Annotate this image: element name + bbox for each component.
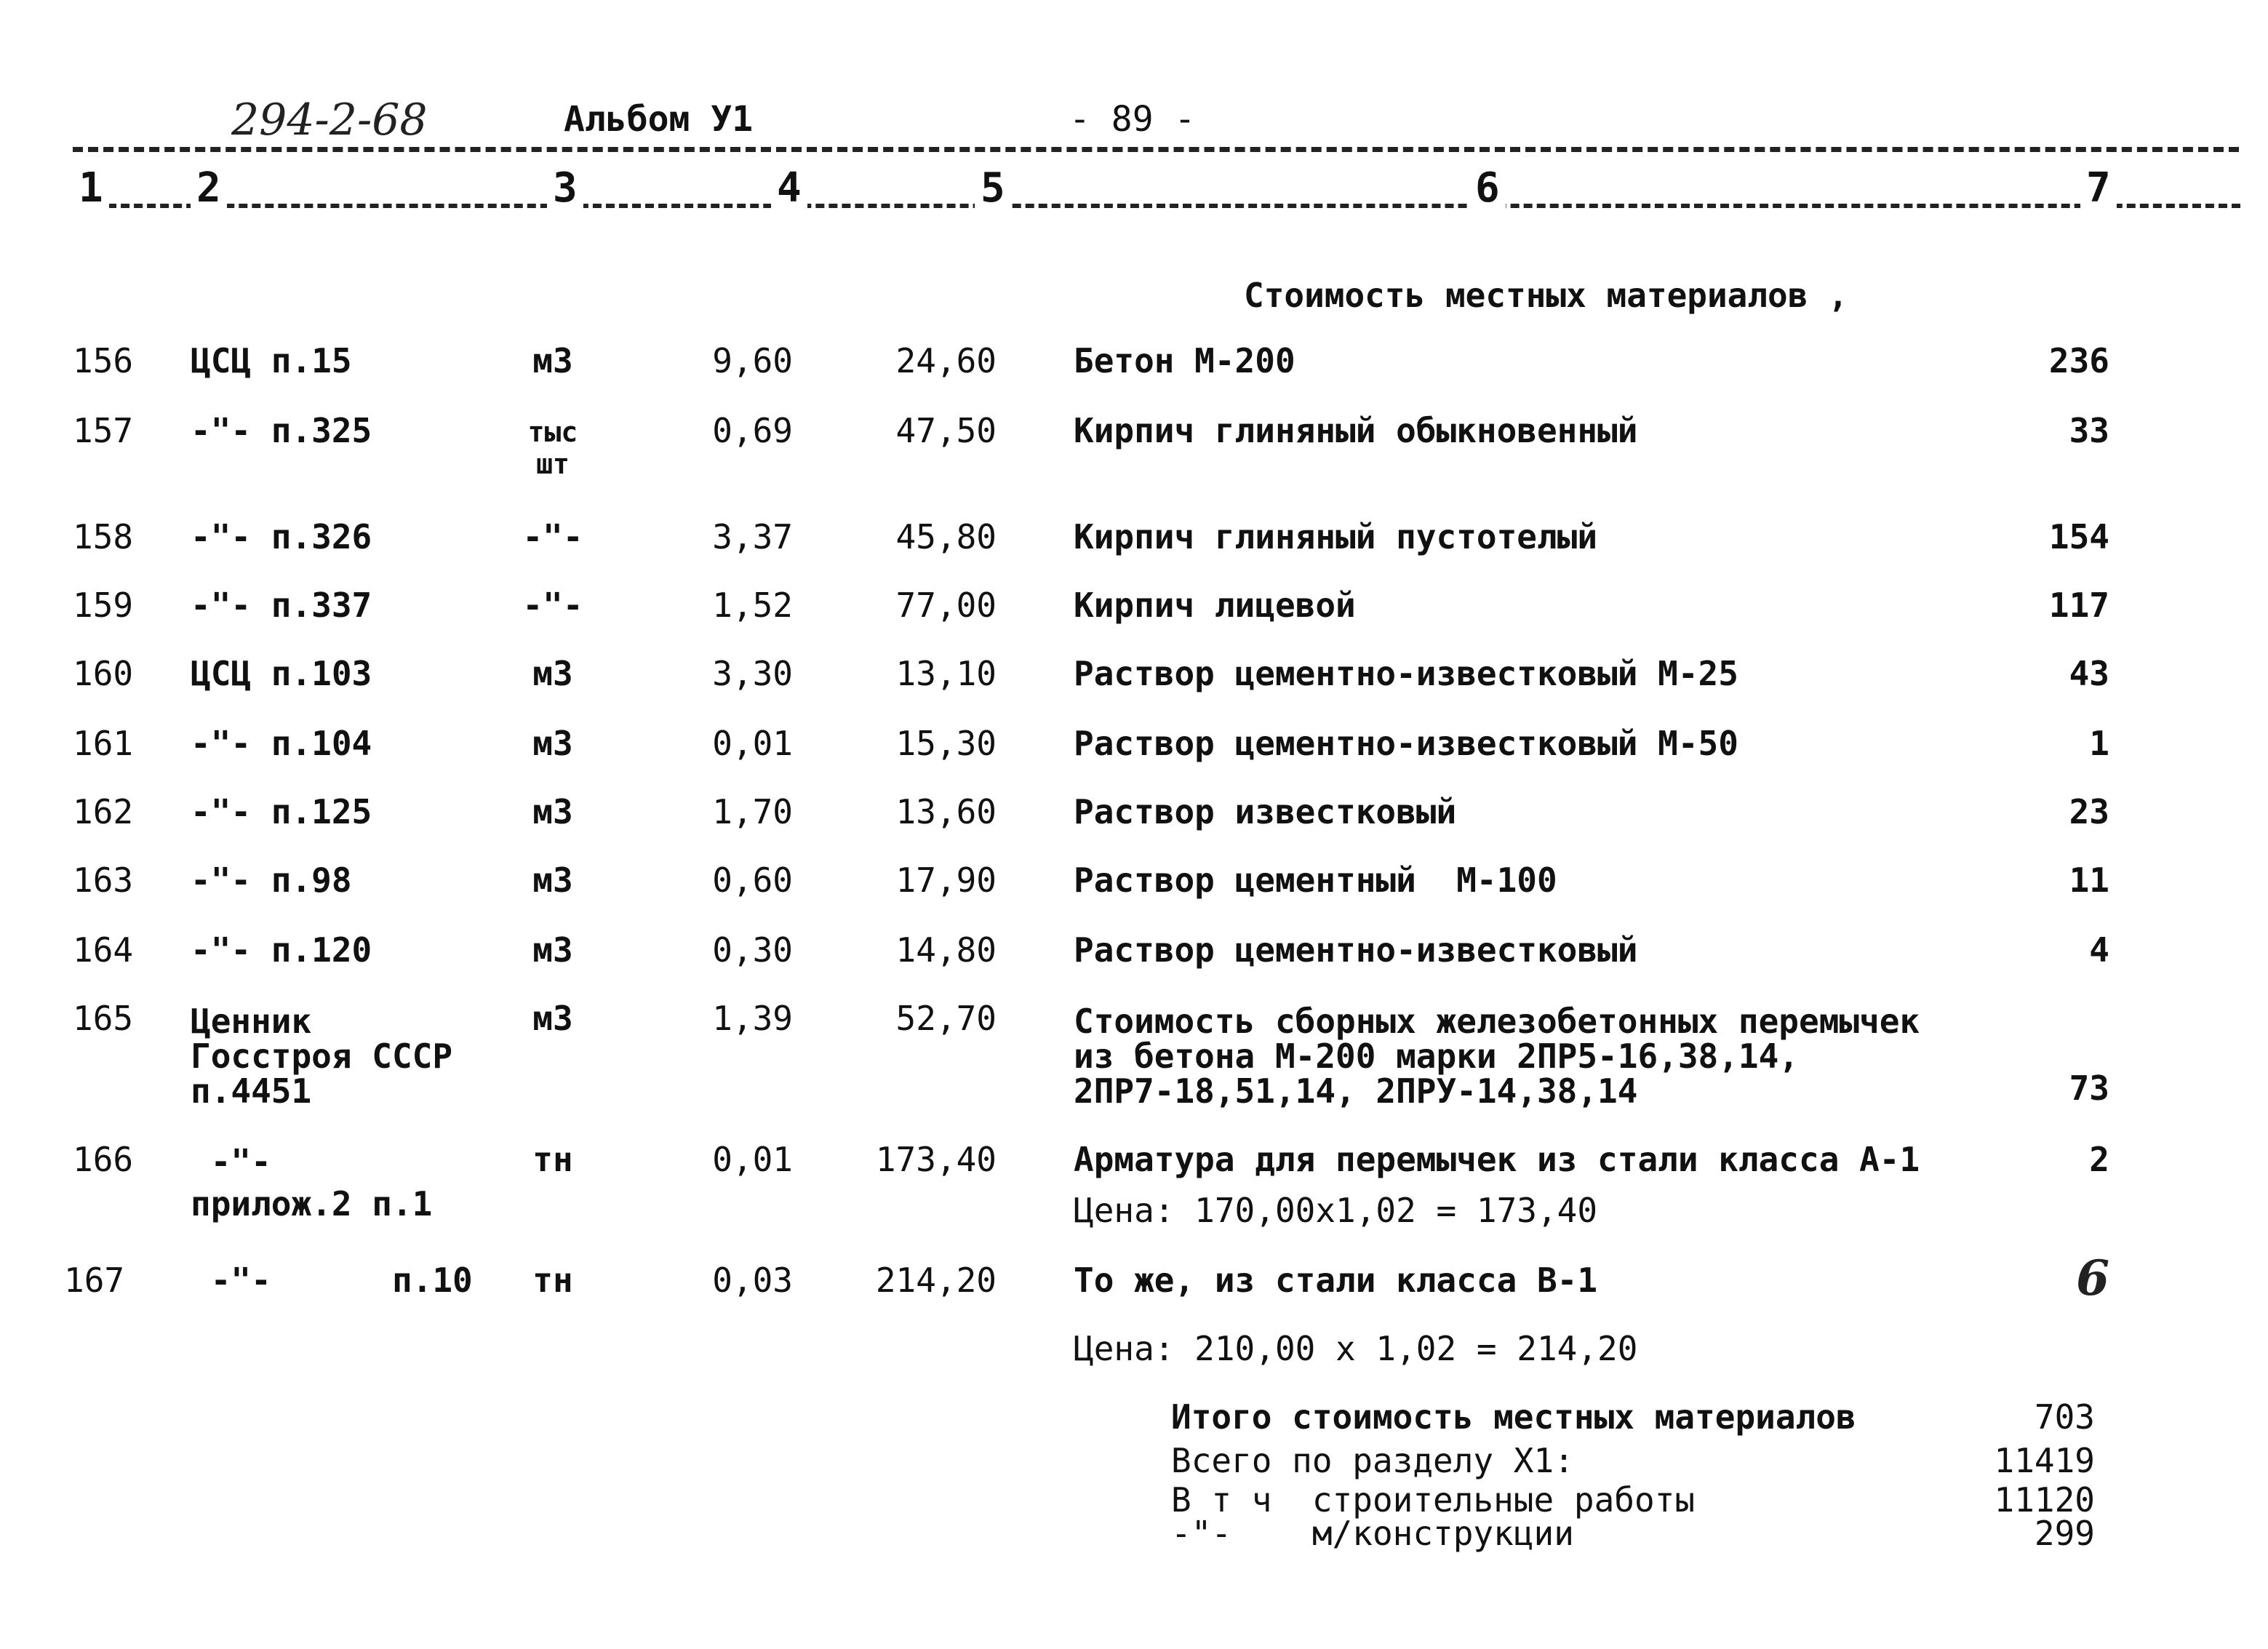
row-unit-price: 52,70	[895, 999, 997, 1038]
total-section-label: Всего по разделу Х1:	[1171, 1441, 1574, 1480]
row-material-name: Раствор цементно-известковый	[1074, 930, 1638, 970]
column-number-5: 5	[975, 164, 1011, 212]
row-quantity: 1,52	[712, 586, 793, 625]
column-dash-line	[95, 204, 2240, 208]
page-number: - 89 -	[1069, 99, 1196, 140]
row-material-name: То же, из стали класса В-1	[1074, 1261, 1598, 1300]
row-material-name: Раствор известковый	[1074, 792, 1457, 831]
row-unit-price: 45,80	[895, 517, 997, 556]
row-cost: 73	[2069, 1069, 2109, 1108]
row-reference: ЦСЦ п.103	[191, 654, 372, 693]
row-quantity: 0,60	[712, 861, 793, 900]
row-reference: -"- п.326	[191, 517, 372, 556]
row-number: 156	[73, 341, 134, 380]
row-material-name: Кирпич лицевой	[1074, 586, 1356, 625]
section-title: Стоимость местных материалов ,	[1244, 276, 1848, 315]
row-quantity: 0,69	[712, 411, 793, 450]
album-label: Альбом У1	[564, 99, 754, 140]
row-quantity: 3,30	[712, 654, 793, 693]
row-cost-handwritten: 6	[2076, 1250, 2109, 1306]
row-unit: -"-	[522, 517, 583, 556]
header-dashed-rule	[73, 147, 2239, 152]
column-number-3: 3	[547, 164, 583, 212]
row-material-name: Арматура для перемычек из стали класса А-1	[1074, 1140, 1920, 1179]
row-unit-price: 173,40	[875, 1140, 997, 1179]
row-quantity: 9,60	[712, 341, 793, 380]
row-number: 167	[64, 1261, 125, 1300]
row-unit: м3	[532, 341, 573, 380]
row-number: 158	[73, 517, 134, 556]
row-quantity: 0,03	[712, 1261, 793, 1300]
row-reference: Ценник Госстроя СССР п.4451	[191, 1002, 453, 1111]
row-price-note: Цена: 170,00х1,02 = 173,40	[1074, 1191, 1598, 1230]
column-number-7: 7	[2080, 164, 2117, 212]
column-number-row	[0, 164, 2268, 217]
row-cost: 1	[2089, 724, 2109, 763]
row-unit: тн	[532, 1261, 573, 1300]
row-material-name: Стоимость сборных железобетонных перемычек из бетона М-200 марки 2ПР5-16,38,14, 2ПР7-18,51,14, 2ПРУ-14,38,14	[1074, 1002, 1920, 1111]
row-number: 166	[73, 1140, 134, 1179]
row-material-name: Раствор цементный М-100	[1074, 861, 1557, 900]
column-number-4: 4	[771, 164, 807, 212]
column-number-1: 1	[73, 164, 109, 212]
row-quantity: 1,70	[712, 792, 793, 831]
row-quantity: 1,39	[712, 999, 793, 1038]
row-cost: 11	[2069, 861, 2109, 900]
row-cost: 23	[2069, 792, 2109, 831]
row-unit-price: 13,60	[895, 792, 997, 831]
row-material-name: Раствор цементно-известковый М-25	[1074, 654, 1738, 693]
row-unit-price: 47,50	[895, 411, 997, 450]
row-unit-price: 24,60	[895, 341, 997, 380]
row-number: 161	[73, 724, 134, 763]
row-material-name: Кирпич глиняный пустотелый	[1074, 517, 1598, 556]
row-reference: -"- прилож.2 п.1	[191, 1142, 433, 1223]
row-unit-price: 214,20	[875, 1261, 997, 1300]
row-cost: 154	[2048, 517, 2109, 556]
row-cost: 43	[2069, 654, 2109, 693]
total-local-materials-label: Итого стоимость местных материалов	[1171, 1397, 1856, 1437]
total-construction-value: 11120	[1994, 1480, 2095, 1520]
row-unit-price: 15,30	[895, 724, 997, 763]
row-number: 164	[73, 930, 134, 970]
row-number: 165	[73, 999, 134, 1038]
row-number: 163	[73, 861, 134, 900]
row-cost: 4	[2089, 930, 2109, 970]
handwritten-document-code: 294-2-68	[231, 95, 428, 145]
row-cost: 33	[2069, 411, 2109, 450]
row-unit-price: 14,80	[895, 930, 997, 970]
column-number-2: 2	[191, 164, 227, 212]
row-quantity: 0,30	[712, 930, 793, 970]
row-cost: 236	[2048, 341, 2109, 380]
row-number: 157	[73, 411, 134, 450]
row-cost: 2	[2089, 1140, 2109, 1179]
row-unit: -"-	[522, 586, 583, 625]
row-material-name: Бетон М-200	[1074, 341, 1295, 380]
column-number-6: 6	[1469, 164, 1506, 212]
row-unit-price: 13,10	[895, 654, 997, 693]
row-unit: м3	[532, 930, 573, 970]
total-metal-structures-label: -"- м/конструкции	[1171, 1514, 1574, 1553]
row-reference: ЦСЦ п.15	[191, 341, 352, 380]
row-material-name: Раствор цементно-известковый М-50	[1074, 724, 1738, 763]
row-unit: м3	[532, 724, 573, 763]
row-quantity: 0,01	[712, 1140, 793, 1179]
row-number: 159	[73, 586, 134, 625]
row-unit: м3	[532, 654, 573, 693]
row-reference: -"- п.98	[191, 861, 352, 900]
row-quantity: 0,01	[712, 724, 793, 763]
row-reference: -"- п.104	[191, 724, 372, 763]
row-number: 160	[73, 654, 134, 693]
row-unit: тн	[532, 1140, 573, 1179]
total-metal-structures-value: 299	[2034, 1514, 2095, 1553]
row-unit: м3	[532, 861, 573, 900]
row-reference: -"- п.125	[191, 792, 372, 831]
row-unit-price: 17,90	[895, 861, 997, 900]
row-unit: м3	[532, 999, 573, 1038]
row-reference: -"- п.325	[191, 411, 372, 450]
total-construction-label: В т ч строительные работы	[1171, 1480, 1696, 1520]
row-material-name: Кирпич глиняный обыкновенный	[1074, 411, 1638, 450]
total-local-materials-value: 703	[2034, 1397, 2095, 1437]
row-reference: -"- п.120	[191, 930, 372, 970]
row-unit: м3	[532, 792, 573, 831]
row-cost: 117	[2048, 586, 2109, 625]
row-reference: -"- п.10	[191, 1261, 473, 1300]
total-section-value: 11419	[1994, 1441, 2095, 1480]
row-unit-price: 77,00	[895, 586, 997, 625]
row-quantity: 3,37	[712, 517, 793, 556]
row-price-note: Цена: 210,00 х 1,02 = 214,20	[1074, 1329, 1638, 1368]
row-reference: -"- п.337	[191, 586, 372, 625]
row-unit: тыс шт	[527, 416, 578, 480]
row-number: 162	[73, 792, 134, 831]
